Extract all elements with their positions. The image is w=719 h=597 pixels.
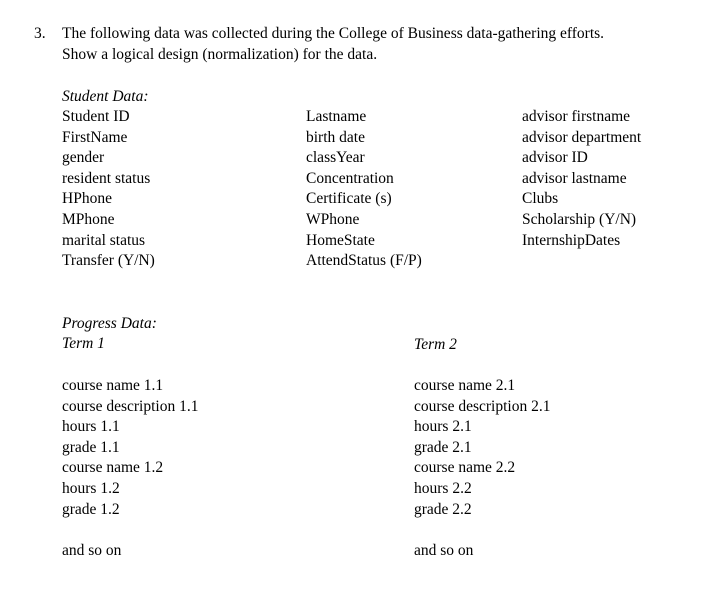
student-field: MPhone [62, 210, 115, 228]
term-2-footer: and so on [414, 542, 474, 559]
student-field: advisor department [522, 128, 642, 146]
question-line-1: The following data was collected during the College of Business data-gathering efforts. [62, 25, 605, 42]
student-field: Transfer (Y/N) [62, 252, 155, 270]
term-1-footer: and so on [62, 542, 122, 559]
term-1-list [62, 376, 198, 520]
list-item: grade 2.1 [414, 438, 472, 456]
student-field: HomeState [306, 231, 375, 249]
student-field: Clubs [522, 190, 559, 208]
list-item: hours 1.1 [62, 418, 120, 436]
student-field: advisor firstname [522, 108, 631, 125]
student-field: WPhone [306, 210, 360, 228]
student-field: InternshipDates [522, 231, 621, 249]
list-item: course description 1.1 [62, 397, 199, 415]
student-column-3 [522, 107, 641, 251]
student-field: advisor lastname [522, 169, 627, 187]
list-item: hours 2.1 [414, 418, 472, 436]
list-item: grade 2.2 [414, 500, 472, 518]
list-item: hours 1.2 [62, 479, 120, 497]
list-item: course name 1.1 [62, 377, 164, 394]
student-field: resident status [62, 169, 151, 187]
student-field: birth date [306, 128, 365, 146]
student-field: gender [62, 149, 105, 167]
student-field: AttendStatus (F/P) [306, 252, 422, 270]
question-number: 3. [34, 25, 46, 42]
student-data-heading: Student Data: [62, 88, 149, 105]
student-field: Lastname [306, 108, 367, 125]
term-2-label: Term 2 [414, 336, 457, 353]
list-item: course name 2.2 [414, 459, 516, 477]
student-column-2 [306, 107, 422, 272]
term-1-label: Term 1 [62, 335, 105, 352]
list-item: course name 1.2 [62, 459, 164, 477]
progress-data-heading: Progress Data: [62, 315, 157, 332]
student-field: FirstName [62, 128, 128, 146]
term-2-list [414, 376, 550, 520]
student-field: advisor ID [522, 149, 588, 167]
question-line-2: Show a logical design (normalization) for the data. [62, 46, 378, 63]
list-item: hours 2.2 [414, 479, 472, 497]
student-field: Concentration [306, 169, 394, 187]
student-column-1 [62, 107, 155, 272]
list-item: grade 1.1 [62, 438, 120, 456]
student-field: Certificate (s) [306, 190, 392, 208]
list-item: course name 2.1 [414, 377, 516, 394]
student-field: Student ID [62, 108, 130, 125]
list-item: course description 2.1 [414, 397, 551, 415]
student-field: HPhone [62, 190, 112, 208]
student-field: marital status [62, 231, 146, 249]
student-field: classYear [306, 149, 365, 167]
student-field: Scholarship (Y/N) [522, 210, 637, 228]
list-item: grade 1.2 [62, 500, 120, 518]
